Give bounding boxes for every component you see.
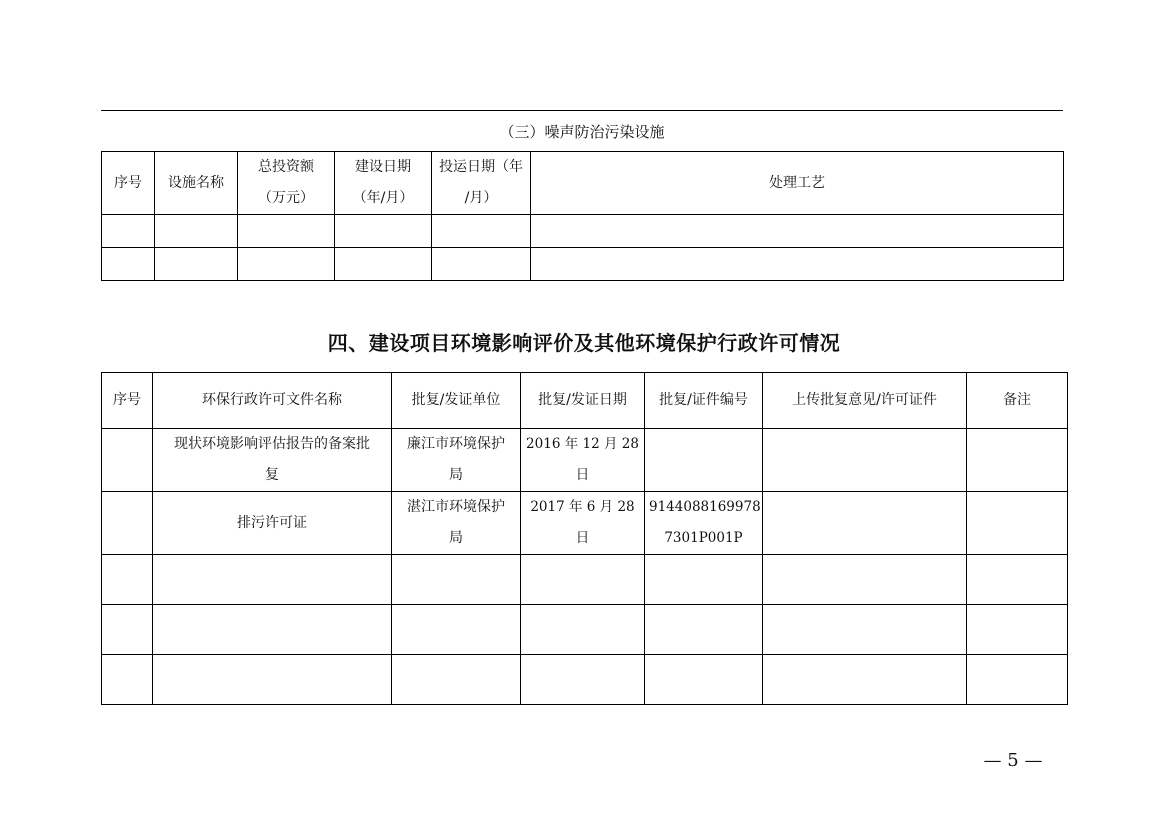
certificate-number-line2: 7301P001P [664, 530, 743, 546]
header-seq: 序号 [102, 152, 155, 215]
cell-certificate-number [645, 492, 763, 555]
noise-section-caption: （三）噪声防治污染设施 [499, 123, 665, 141]
table-cell [335, 215, 432, 248]
header-total-investment-line2: （万元） [258, 190, 314, 206]
header-rule [101, 110, 1063, 111]
table-cell [153, 655, 392, 705]
table-cell [763, 605, 967, 655]
table-row [102, 655, 1068, 705]
header-operation-date [432, 152, 531, 215]
header-total-investment-line1: 总投资额 [258, 159, 314, 175]
issuer-line1: 廉江市环境保护 [407, 436, 505, 452]
header-document-name: 环保行政许可文件名称 [153, 373, 392, 429]
table-cell [531, 248, 1064, 281]
header-seq: 序号 [102, 373, 153, 429]
header-process: 处理工艺 [531, 152, 1064, 215]
issuer-line1: 湛江市环境保护 [407, 499, 505, 515]
table-cell [763, 655, 967, 705]
permit-table [101, 372, 1068, 705]
header-certificate-number: 批复/证件编号 [645, 373, 763, 429]
table-cell [102, 555, 153, 605]
document-name-line2: 复 [265, 467, 279, 483]
cell-document-name [153, 492, 392, 555]
document-name-line1: 排污许可证 [237, 514, 307, 531]
cell-remark [967, 429, 1068, 492]
table-cell [432, 248, 531, 281]
table-row [102, 605, 1068, 655]
table-cell [967, 655, 1068, 705]
table-cell [645, 555, 763, 605]
header-operation-date-line2: /月） [464, 190, 498, 206]
table-cell [155, 215, 238, 248]
header-build-date [335, 152, 432, 215]
table-cell [102, 248, 155, 281]
page-number: — 5 — [983, 750, 1043, 771]
cell-upload [763, 429, 967, 492]
header-facility-name: 设施名称 [155, 152, 238, 215]
issue-date-line2: 日 [575, 530, 590, 546]
header-issue-date: 批复/发证日期 [521, 373, 645, 429]
table-cell [335, 248, 432, 281]
table-cell [521, 655, 645, 705]
cell-seq [102, 429, 153, 492]
permit-section-title: 四、建设项目环境影响评价及其他环境保护行政许可情况 [327, 331, 841, 355]
issue-date-line1: 2016 年 12 月 28 [526, 436, 639, 452]
table-row [102, 215, 1064, 248]
issuer-line2: 局 [449, 530, 463, 546]
header-remark: 备注 [967, 373, 1068, 429]
table-cell [392, 655, 521, 705]
header-operation-date-line1: 投运日期（年 [439, 159, 523, 175]
cell-upload [763, 492, 967, 555]
table-cell [238, 248, 335, 281]
table-cell [967, 555, 1068, 605]
noise-facilities-table [101, 151, 1064, 281]
table-cell [102, 215, 155, 248]
header-build-date-line1: 建设日期 [355, 159, 411, 175]
table-cell [763, 555, 967, 605]
issue-date-line1: 2017 年 6 月 28 [530, 499, 635, 515]
table-cell [102, 605, 153, 655]
table-cell [521, 605, 645, 655]
table-header-row [102, 152, 1064, 215]
table-row [102, 248, 1064, 281]
table-cell [432, 215, 531, 248]
table-cell [392, 555, 521, 605]
cell-document-name [153, 429, 392, 492]
issue-date-line2: 日 [575, 467, 590, 483]
table-cell [238, 215, 335, 248]
table-header-row [102, 373, 1068, 429]
cell-issue-date [521, 429, 645, 492]
cell-remark [967, 492, 1068, 555]
table-cell [155, 248, 238, 281]
table-cell [102, 655, 153, 705]
table-cell [645, 605, 763, 655]
table-cell [531, 215, 1064, 248]
table-row [102, 492, 1068, 555]
cell-issuer [392, 492, 521, 555]
issuer-line2: 局 [449, 467, 463, 483]
document-name-line1: 现状环境影响评估报告的备案批 [174, 436, 370, 452]
table-cell [645, 655, 763, 705]
cell-certificate-number [645, 429, 763, 492]
table-cell [521, 555, 645, 605]
cell-issuer [392, 429, 521, 492]
table-row [102, 429, 1068, 492]
header-issuer: 批复/发证单位 [392, 373, 521, 429]
header-build-date-line2: （年/月） [352, 190, 414, 206]
table-cell [392, 605, 521, 655]
header-upload: 上传批复意见/许可证件 [763, 373, 967, 429]
table-cell [153, 555, 392, 605]
cell-seq [102, 492, 153, 555]
table-row [102, 555, 1068, 605]
table-cell [967, 605, 1068, 655]
table-cell [153, 605, 392, 655]
cell-issue-date [521, 492, 645, 555]
header-total-investment [238, 152, 335, 215]
certificate-number-line1: 9144088169978 [649, 499, 761, 515]
